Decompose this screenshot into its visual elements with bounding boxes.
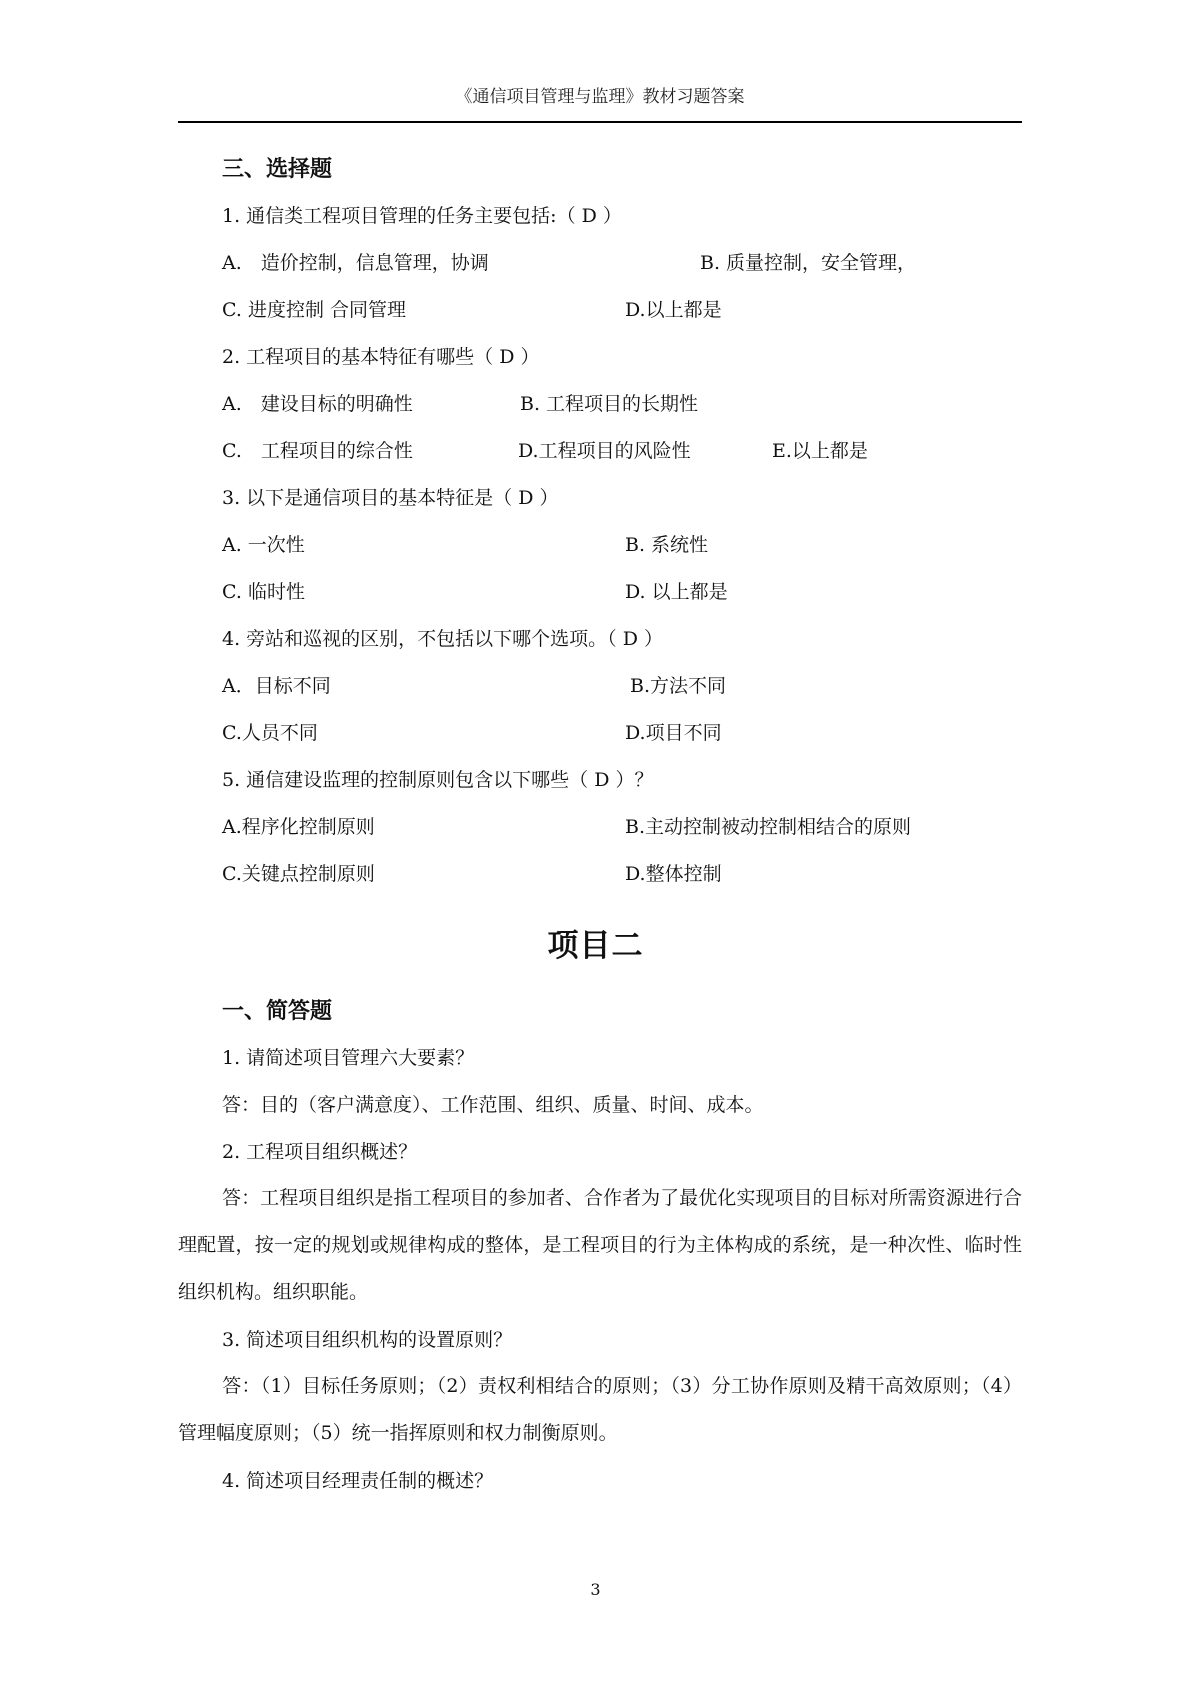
sa-answer-1: 答：目的（客户满意度）、工作范围、组织、质量、时间、成本。: [222, 1094, 764, 1116]
q2-option-e: E.以上都是: [772, 440, 868, 462]
sa-answer-2: [178, 1175, 1022, 1316]
q5-option-a: A.程序化控制原则: [222, 816, 375, 838]
q5-option-b: B.主动控制被动控制相结合的原则: [625, 816, 912, 838]
q1-option-c: C. 进度控制 合同管理: [222, 299, 406, 321]
q4-option-d: D.项目不同: [625, 722, 722, 744]
sa-answer-3: [178, 1363, 1022, 1457]
sa-answer-2-text: 答：工程项目组织是指工程项目的参加者、合作者为了最优化实现项目的目标对所需资源进行合理配置，按一定的规划或规律构成的整体，是工程项目的行为主体构成的系统，是一种次性、临时性组织机构。组织职能。: [178, 1187, 1022, 1303]
q2-option-c: C. 工程项目的综合性: [222, 440, 413, 462]
sa-question-1: 1. 请简述项目管理六大要素？: [222, 1047, 475, 1069]
q3-option-b: B. 系统性: [625, 534, 709, 556]
question-5: 5. 通信建设监理的控制原则包含以下哪些（ D ）？: [222, 769, 654, 791]
q3-option-d: D. 以上都是: [625, 581, 728, 603]
header-rule: [178, 121, 1022, 123]
section-heading-choice: 三、选择题: [222, 156, 333, 182]
page-number: 3: [590, 1580, 601, 1599]
question-2: 2. 工程项目的基本特征有哪些（ D ）: [222, 346, 540, 368]
sa-question-4: 4. 简述项目经理责任制的概述？: [222, 1470, 494, 1492]
q4-option-b: B.方法不同: [630, 675, 727, 697]
question-4: 4. 旁站和巡视的区别，不包括以下哪个选项。（ D ）: [222, 628, 663, 650]
project-title: 项目二: [547, 928, 644, 964]
sa-answer-3-text: 答：（1）目标任务原则；（2）责权利相结合的原则；（3）分工协作原则及精干高效原则；（4）管理幅度原则；（5）统一指挥原则和权力制衡原则。: [178, 1375, 1022, 1444]
q2-option-d: D.工程项目的风险性: [518, 440, 691, 462]
q4-option-a: A．目标不同: [222, 675, 331, 697]
question-3: 3. 以下是通信项目的基本特征是（ D ）: [222, 487, 559, 509]
page-header: 《通信项目管理与监理》教材习题答案: [455, 87, 745, 107]
sa-question-3: 3. 简述项目组织机构的设置原则？: [222, 1329, 513, 1351]
q1-option-a: A. 造价控制，信息管理，协调: [222, 252, 489, 274]
q3-option-c: C. 临时性: [222, 581, 305, 603]
sa-question-2: 2. 工程项目组织概述？: [222, 1141, 418, 1163]
q5-option-c: C.关键点控制原则: [222, 863, 375, 885]
q5-option-d: D.整体控制: [625, 863, 722, 885]
q4-option-c: C.人员不同: [222, 722, 318, 744]
q1-option-d: D.以上都是: [625, 299, 722, 321]
q2-option-a: A. 建设目标的明确性: [222, 393, 413, 415]
q2-option-b: B. 工程项目的长期性: [520, 393, 699, 415]
q1-option-b: B. 质量控制，安全管理，: [700, 252, 917, 274]
q3-option-a: A. 一次性: [222, 534, 305, 556]
question-1: 1. 通信类工程项目管理的任务主要包括:（ D ）: [222, 205, 622, 227]
section-heading-short-answer: 一、简答题: [222, 998, 333, 1024]
